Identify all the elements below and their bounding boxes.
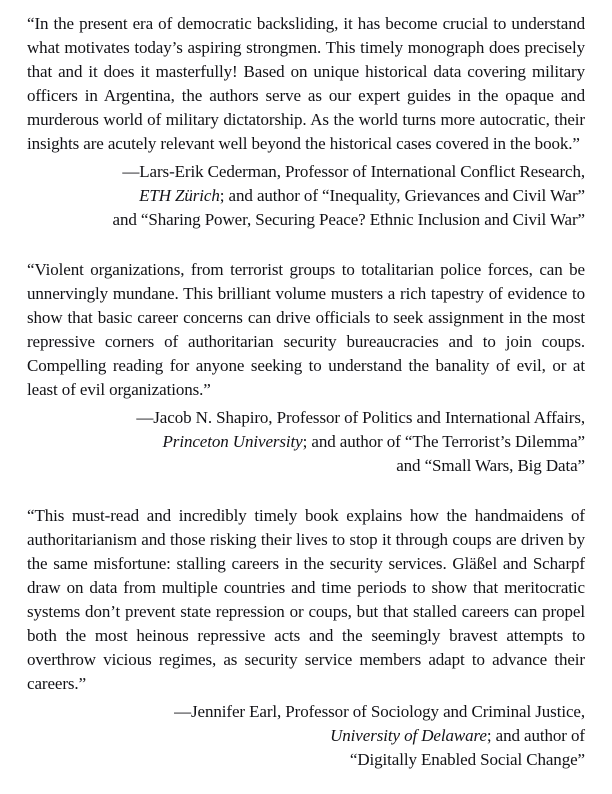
attribution-line-affiliation — [27, 184, 585, 208]
attribution — [27, 160, 585, 232]
quote-text: “In the present era of democratic backsliding, it has become crucial to understand what motivates today’s aspiring strongmen. This timely monograph does precisely that and it does it masterfully! Based on unique historical data covering military officers in Argentina, the authors serve as our expert guides in the opaque and murderous world of military dictatorship. As the world turns more autocratic, their insights are acutely relevant well beyond the historical cases covered in the book.” — [27, 14, 585, 153]
attribution-line-rest: ; and author of — [486, 726, 585, 745]
institution-name: ETH Zürich — [139, 186, 220, 205]
attribution-line-works: “Digitally Enabled Social Change” — [349, 750, 585, 769]
quote-text: “This must-read and incredibly timely book explains how the handmaidens of authoritarianism and those risking their lives to stop it through coups are driven by the same misfortune: stalling careers in the security services. Gläßel and Scharpf draw on data from multiple countries and time periods to show that meritocratic systems don’t prevent state repression or coups, but that stalled careers can propel both the most heinous repressive acts and the seemingly bravest attempts to overthrow vicious regimes, as security service members adapt to advance their careers.” — [27, 506, 585, 693]
endorsement-block-cederman — [27, 12, 585, 232]
attribution-line-rest: ; and author of “The Terrorist’s Dilemma” — [302, 432, 585, 451]
attribution-line-affiliation — [27, 430, 585, 454]
attribution-line-name: —Lars-Erik Cederman, Professor of International Conflict Research, — [122, 162, 585, 181]
attribution — [27, 406, 585, 478]
attribution-line-works: and “Sharing Power, Securing Peace? Ethnic Inclusion and Civil War” — [112, 210, 585, 229]
attribution-line-name: —Jacob N. Shapiro, Professor of Politics and International Affairs, — [136, 408, 585, 427]
endorsement-block-shapiro — [27, 258, 585, 478]
quote-text: “Violent organizations, from terrorist groups to totalitarian police forces, can be unnervingly mundane. This brilliant volume musters a rich tapestry of evidence to show that basic career concerns can drive officials to seek assignment in the most repressive corners of authoritarian security bureaucracies and to join coups. Compelling reading for anyone seeking to understand the banality of evil, or at least of evil organizations.” — [27, 260, 585, 399]
attribution-line-name: —Jennifer Earl, Professor of Sociology and Criminal Justice, — [174, 702, 585, 721]
institution-name: University of Delaware — [330, 726, 487, 745]
endorsement-block-earl — [27, 504, 585, 772]
attribution — [27, 700, 585, 772]
attribution-line-rest: ; and author of “Inequality, Grievances and Civil War” — [219, 186, 585, 205]
attribution-line-affiliation — [27, 724, 585, 748]
institution-name: Princeton University — [162, 432, 303, 451]
attribution-line-works: and “Small Wars, Big Data” — [396, 456, 585, 475]
